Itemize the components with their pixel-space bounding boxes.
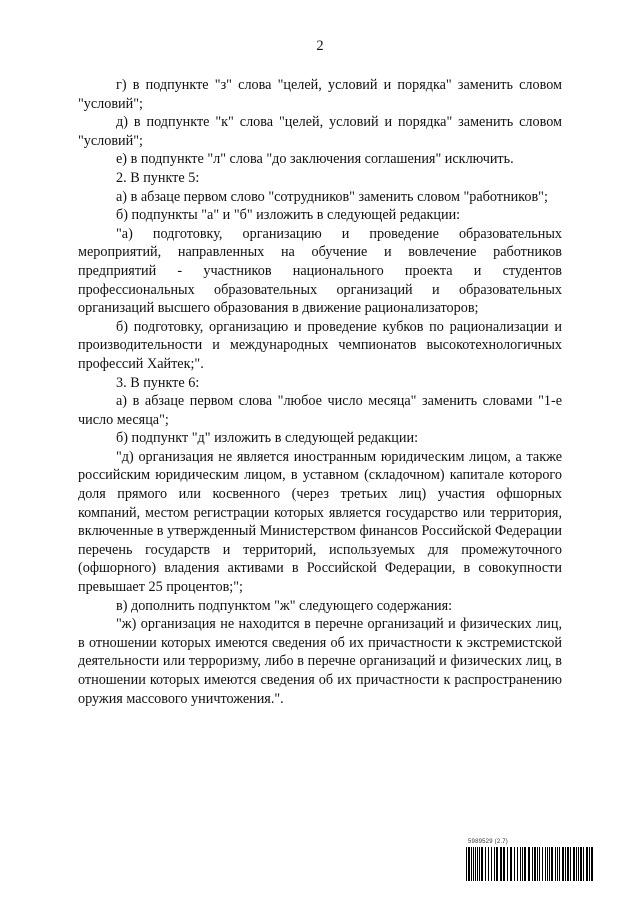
paragraph-g: г) в подпункте "з" слова "целей, условий и порядка" заменить словом "условий"; [78,77,562,112]
paragraph-d: д) в подпункте "к" слова "целей, условий и порядка" заменить словом "условий"; [78,114,562,149]
paragraph-5b-b-text: б) подготовку, организацию и проведение кубков по рационализации и производительности и международных чемпионатов высокотехнологичных профессий Хайтек;". [78,318,562,372]
paragraph-6a: а) в абзаце первом слова "любое число месяца" заменить словами "1-е число месяца"; [78,393,562,428]
barcode-icon [466,847,594,881]
barcode-block [466,839,594,881]
document-body [78,76,562,708]
barcode-caption: 5989529 (2.7) [468,839,508,845]
paragraph-item-6-heading: 3. В пункте 6: [116,374,200,391]
paragraph-item-5-heading: 2. В пункте 5: [116,169,200,186]
paragraph-6b: б) подпункт "д" изложить в следующей редакции: [116,430,419,447]
paragraph-5a: а) в абзаце первом слово "сотрудников" заменить словом "работников"; [116,188,548,205]
paragraph-6v-zh-text: "ж) организация не находится в перечне организаций и физических лиц, в отношении которых имеются сведения об их причастности к экстремистской деятельности или терроризму, либо в перечне организаций и физических лиц, в отношении которых имеются сведения об их причастности к распространению оружия массового уничтожения.". [78,616,562,707]
paragraph-5b-a-text: "а) подготовку, организацию и проведение образовательных мероприятий, направленных на обучение и вовлечение работников предприятий - участников национального проекта и студентов профессиональных образовательных организаций и образовательных организаций высшего образования в движение рационализаторов; [78,225,562,317]
paragraph-6b-d-text: "д) организация не является иностранным юридическим лицом, а также российским юридическим лицом, в уставном (складочном) капитале которого доля прямого или косвенного (через третьих лиц) участия офшорных компаний, местом регистрации которых является государство или территория, включенные в утвержденный Министерством финансов Российской Федерации перечень государств и территорий, используемых для промежуточного (офшорного) владения активами в Российской Федерации, в совокупности превышает 25 процентов;"; [78,448,562,596]
paragraph-5b: б) подпункты "а" и "б" изложить в следующей редакции: [116,207,461,224]
paragraph-6v: в) дополнить подпунктом "ж" следующего содержания: [116,597,453,614]
paragraph-e: е) в подпункте "л" слова "до заключения соглашения" исключить. [116,151,514,168]
page-number: 2 [316,38,324,54]
